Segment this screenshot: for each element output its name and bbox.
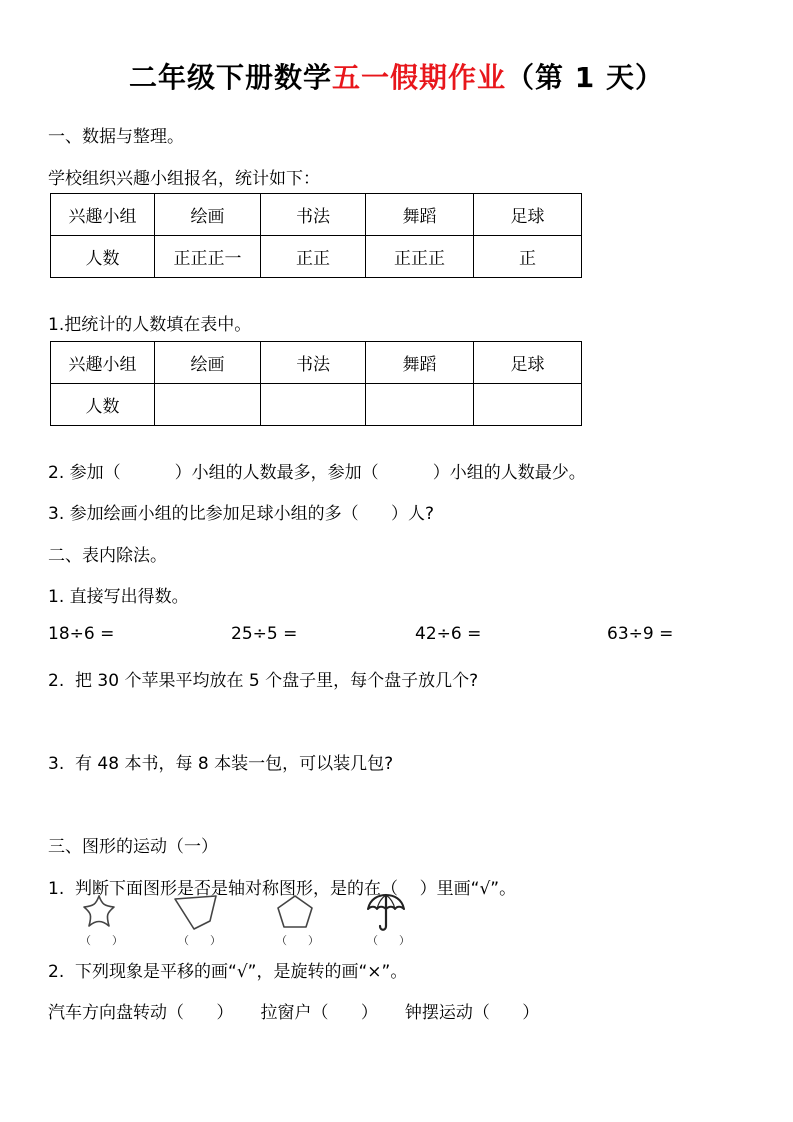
table-cell: 兴趣小组	[51, 342, 155, 384]
table-row	[51, 342, 582, 384]
title-black: 二年级下册数学	[128, 61, 332, 94]
answer-cell[interactable]	[366, 384, 474, 426]
answer-paren[interactable]: （ ）	[276, 934, 319, 947]
section1-intro: 学校组织兴趣小组报名，统计如下：	[48, 169, 320, 189]
table-cell: 绘画	[155, 342, 261, 384]
table-row	[51, 384, 582, 426]
table-cell: 人数	[51, 236, 155, 278]
section2-q3: 3. 有 48 本书，每 8 本装一包，可以装几包?	[48, 754, 394, 774]
table-cell: 正正正一	[155, 236, 261, 278]
section3-q1: 1. 判断下面图形是否是轴对称图形，是的在（ ）里画“√”。	[48, 879, 517, 899]
umbrella-icon	[365, 893, 407, 933]
table-cell: 正正正	[366, 236, 474, 278]
table-row	[51, 194, 582, 236]
section3-heading: 三、图形的运动（一）	[48, 837, 218, 857]
calc-item: 18÷6 =	[48, 624, 115, 644]
answer-paren[interactable]: （ ）	[367, 934, 410, 947]
table-cell: 人数	[51, 384, 155, 426]
table-cell: 正正	[261, 236, 366, 278]
table-cell: 兴趣小组	[51, 194, 155, 236]
section1-q3: 3. 参加绘画小组的比参加足球小组的多（ ）人?	[48, 504, 435, 524]
answer-cell[interactable]	[155, 384, 261, 426]
answer-table	[50, 341, 582, 426]
table-cell: 舞蹈	[366, 342, 474, 384]
section1-q2: 2. 参加（ ）小组的人数最多，参加（ ）小组的人数最少。	[48, 463, 586, 483]
tally-table	[50, 193, 582, 278]
section1-heading: 一、数据与整理。	[48, 127, 184, 147]
pentagon-icon	[275, 893, 315, 931]
table-cell: 足球	[474, 342, 582, 384]
section2-heading: 二、表内除法。	[48, 546, 167, 566]
title-red: 五一假期作业	[332, 61, 507, 94]
section1-q1: 1.把统计的人数填在表中。	[48, 315, 252, 335]
page-title	[0, 56, 793, 96]
table-cell: 舞蹈	[366, 194, 474, 236]
section3-q2: 2. 下列现象是平移的画“√”，是旋转的画“×”。	[48, 962, 408, 982]
calc-item: 42÷6 =	[415, 624, 482, 644]
calc-item: 63÷9 =	[607, 624, 674, 644]
answer-cell[interactable]	[474, 384, 582, 426]
star-icon	[80, 893, 118, 931]
answer-cell[interactable]	[261, 384, 366, 426]
quadrilateral-icon	[172, 893, 220, 931]
calc-item: 25÷5 =	[231, 624, 298, 644]
answer-paren[interactable]: （ ）	[178, 934, 221, 947]
section3-q2-items: 汽车方向盘转动（ ） 拉窗户（ ） 钟摆运动（ ）	[48, 1003, 540, 1023]
table-cell: 正	[474, 236, 582, 278]
table-cell: 绘画	[155, 194, 261, 236]
table-cell: 足球	[474, 194, 582, 236]
answer-paren[interactable]: （ ）	[80, 934, 123, 947]
title-end: （第 1 天）	[506, 61, 664, 94]
table-row	[51, 236, 582, 278]
section2-q1: 1. 直接写出得数。	[48, 587, 189, 607]
table-cell: 书法	[261, 342, 366, 384]
table-cell: 书法	[261, 194, 366, 236]
section2-q2: 2. 把 30 个苹果平均放在 5 个盘子里，每个盘子放几个?	[48, 671, 479, 691]
